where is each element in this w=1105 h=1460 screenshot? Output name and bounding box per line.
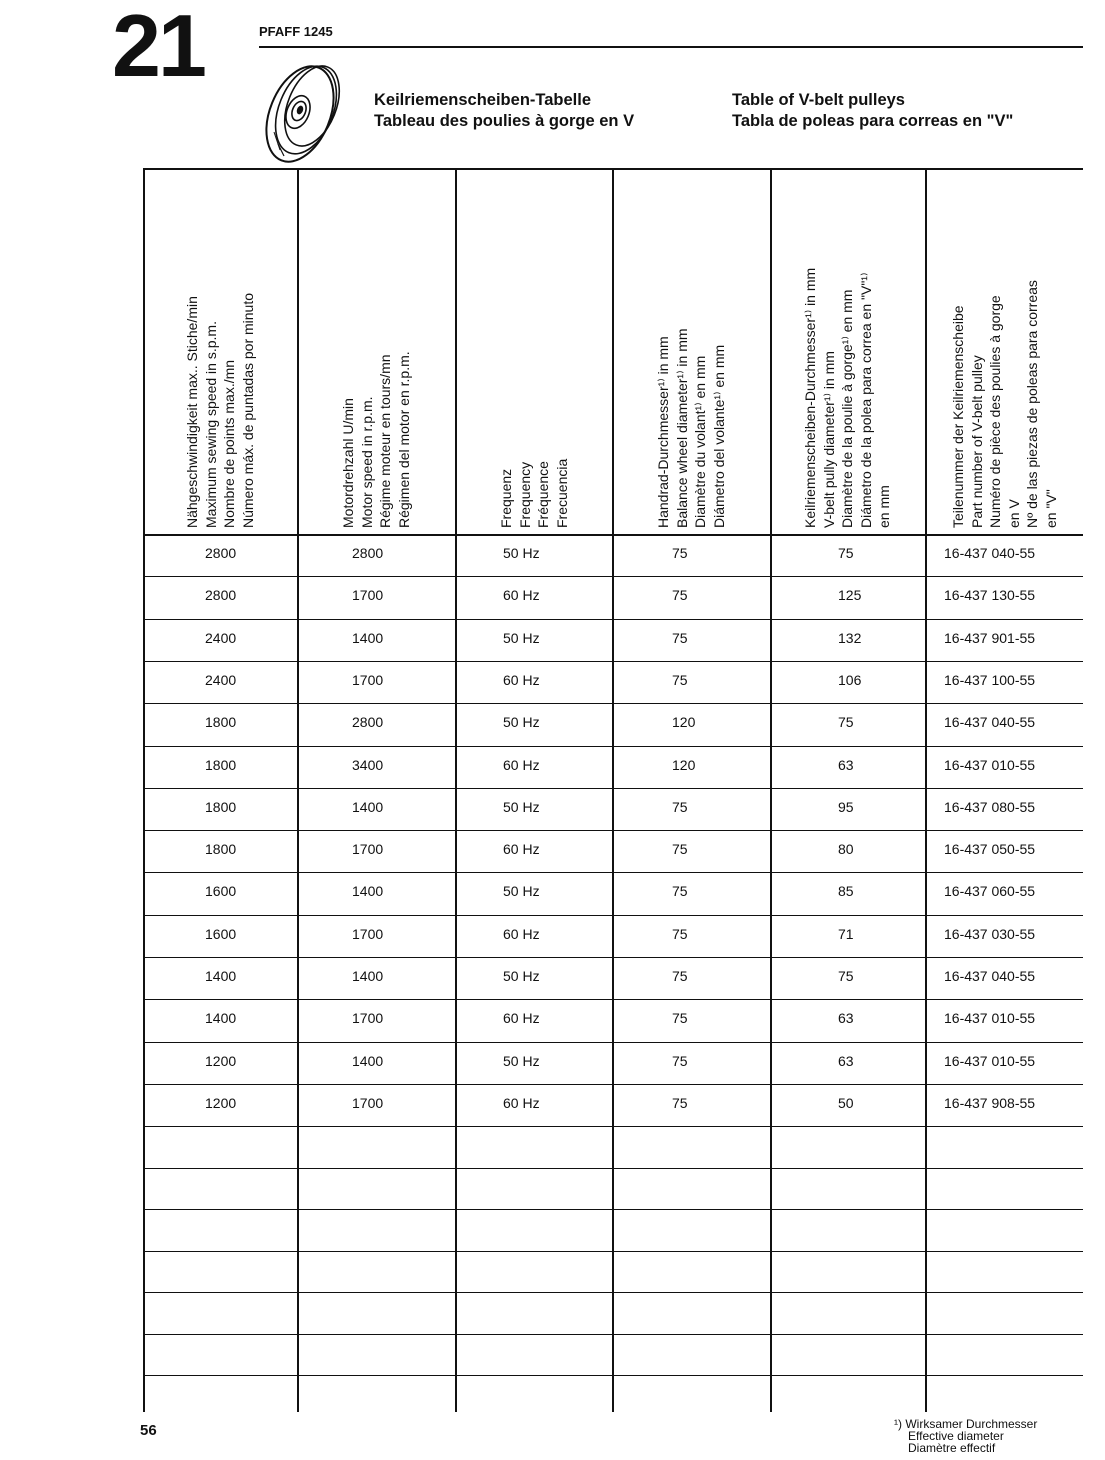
header-line: Teilenummer der Keilriemenscheibe	[949, 305, 966, 528]
title-french: Tableau des poulies à gorge en V	[374, 112, 635, 130]
table-cell: 16-437 010-55	[944, 756, 1036, 773]
table-cell: 63	[838, 756, 854, 773]
table-cell: 75	[838, 714, 854, 731]
title-spanish: Tabla de poleas para correas en "V"	[732, 112, 1014, 130]
table-cell: 75	[672, 1052, 688, 1069]
row-divider	[143, 915, 1083, 916]
table-cell: 50 Hz	[503, 968, 540, 984]
table-cell: 1800	[205, 714, 237, 731]
column-header-label	[801, 268, 894, 528]
header-line: Balance wheel diameter¹⁾ in mm	[673, 328, 690, 528]
table-cell: 71	[838, 925, 854, 942]
table-cell: 60 Hz	[503, 756, 540, 773]
header-line: Diamètre de la poulie à gorge¹⁾ en mm	[839, 289, 856, 528]
table-cell: 85	[838, 883, 854, 900]
title-english: Table of V-belt pulleys	[732, 91, 905, 109]
table-cell: 125	[838, 587, 862, 604]
table-cell: 60 Hz	[503, 1094, 540, 1111]
table-cell: 1800	[205, 798, 237, 815]
table-cell: 50 Hz	[503, 1052, 540, 1069]
header-line: V-belt pully diameter¹⁾ in mm	[820, 351, 837, 528]
header-line: Frecuencia	[553, 458, 569, 528]
header-line: Keilriemenscheiben-Durchmesser¹⁾ in mm	[802, 267, 819, 528]
header-line: en V	[1005, 499, 1021, 528]
header-line: Nähgeschwindigkeit max.. Stiche/min	[184, 296, 200, 528]
table-cell: 2400	[205, 629, 237, 646]
table-cell: 50 Hz	[503, 798, 540, 815]
row-divider	[143, 1168, 1083, 1169]
header-line: Diamètre du volant¹⁾ en mm	[692, 355, 708, 528]
table-cell: 1400	[352, 629, 384, 646]
table-cell: 1700	[352, 1010, 384, 1027]
table-cell: 16-437 040-55	[944, 545, 1036, 561]
row-divider	[143, 661, 1083, 662]
header-line: Frequency	[516, 461, 532, 528]
table-cell: 16-437 030-55	[944, 925, 1036, 942]
row-divider	[143, 1334, 1083, 1335]
table-cell: 132	[838, 629, 862, 646]
column-header-5	[770, 172, 925, 534]
row-divider	[143, 957, 1083, 958]
table-cell: 16-437 080-55	[944, 798, 1036, 815]
table-cell: 1800	[205, 756, 237, 773]
row-divider	[143, 1251, 1083, 1252]
column-header-2	[297, 172, 455, 534]
header-line: Fréquence	[534, 461, 551, 528]
header-line: Régimen del motor en r.p.m.	[395, 351, 412, 528]
row-divider	[143, 872, 1083, 873]
footnote-text: Diamètre effectif	[908, 1441, 996, 1455]
footnote-line	[908, 1442, 995, 1454]
table-cell: 1700	[352, 671, 384, 688]
row-divider	[143, 999, 1083, 1000]
table-cell: 2800	[205, 545, 237, 561]
table-cell: 75	[672, 841, 688, 858]
table-cell: 63	[838, 1010, 854, 1027]
table-cell: 75	[672, 798, 688, 815]
table-cell: 1700	[352, 587, 384, 604]
table-cell: 60 Hz	[503, 587, 540, 604]
footnote-text: Wirksamer Durchmesser	[905, 1417, 1038, 1431]
table-cell: 95	[838, 798, 854, 815]
table-cell: 1700	[352, 1094, 384, 1111]
table-cell: 1400	[352, 968, 384, 984]
table-cell: 120	[672, 756, 696, 773]
header-bottom-rule	[143, 534, 1083, 536]
table-cell: 16-437 010-55	[944, 1010, 1036, 1027]
table-cell: 50 Hz	[503, 883, 540, 900]
row-divider	[143, 1084, 1083, 1085]
header-line: Motordrehzahl U/min	[340, 398, 356, 528]
table-cell: 1400	[352, 1052, 384, 1069]
header-line: Maximum sewing speed in s.p.m.	[202, 321, 219, 528]
table-cell: 2800	[352, 545, 384, 561]
header-line: Motor speed in r.p.m.	[358, 396, 375, 528]
table-cell: 2800	[205, 587, 237, 604]
table-cell: 16-437 040-55	[944, 968, 1036, 984]
table-cell: 106	[838, 671, 862, 688]
table-cell: 50 Hz	[503, 629, 540, 646]
table-cell: 60 Hz	[503, 671, 540, 688]
column-header-3	[455, 172, 612, 534]
table-cell: 1800	[205, 841, 237, 858]
header-rule	[259, 46, 1083, 48]
table-cell: 75	[672, 1010, 688, 1027]
row-divider	[143, 830, 1083, 831]
column-header-label	[339, 351, 413, 528]
column-header-4	[612, 172, 770, 534]
table-cell: 75	[838, 968, 854, 984]
row-divider	[143, 788, 1083, 789]
table-cell: 50 Hz	[503, 545, 540, 561]
table-cell: 16-437 050-55	[944, 841, 1036, 858]
table-top-rule	[143, 168, 1083, 170]
title-german: Keilriemenscheiben-Tabelle	[374, 91, 592, 109]
header-line: Frequenz	[497, 468, 514, 528]
header-line: Nº de las piezas de poleas para correas	[1023, 280, 1040, 528]
row-divider	[143, 576, 1083, 577]
table-cell: 16-437 130-55	[944, 587, 1036, 604]
row-divider	[143, 1042, 1083, 1043]
footnote-text: Effective diameter	[908, 1429, 1004, 1443]
page-number: 56	[140, 1422, 157, 1439]
table-cell: 75	[672, 968, 688, 984]
header-line: en "V"	[1042, 489, 1058, 528]
row-divider	[143, 746, 1083, 747]
footnote-marker: ¹)	[894, 1417, 906, 1431]
header-line: Part number of V-belt pulley	[968, 355, 984, 528]
column-header-label	[949, 280, 1060, 528]
table-cell: 2800	[352, 714, 384, 731]
table-cell: 2400	[205, 671, 237, 688]
table-cell: 1200	[205, 1052, 237, 1069]
table-cell: 75	[672, 1094, 688, 1111]
header-line: en mm	[876, 485, 893, 528]
row-divider	[143, 1292, 1083, 1293]
table-cell: 50 Hz	[503, 714, 540, 731]
table-cell: 16-437 100-55	[944, 671, 1036, 688]
table-cell: 80	[838, 841, 854, 858]
row-divider	[143, 703, 1083, 704]
column-header-1	[143, 172, 297, 534]
row-divider	[143, 1126, 1083, 1127]
table-cell: 75	[672, 587, 688, 604]
table-cell: 1600	[205, 925, 237, 942]
table-cell: 3400	[352, 756, 384, 773]
table-cell: 75	[672, 545, 688, 561]
header-line: Numéro de pièce des poulies à gorge	[986, 295, 1003, 528]
table-cell: 16-437 040-55	[944, 714, 1036, 731]
header-line: Handrad-Durchmesser¹⁾ in mm	[655, 336, 671, 528]
header-line: Número máx. de puntadas por minuto	[239, 292, 256, 528]
column-header-label	[654, 328, 728, 528]
table-cell: 120	[672, 714, 696, 731]
column-header-label	[183, 293, 257, 528]
column-header-label	[497, 459, 571, 528]
header-line: Régime moteur en tours/mn	[377, 354, 393, 528]
header-line: Diámetro de la polea para correa en "V"¹⁾	[857, 272, 874, 528]
table-cell: 1700	[352, 841, 384, 858]
table-cell: 60 Hz	[503, 1010, 540, 1027]
table-cell: 75	[672, 883, 688, 900]
table-cell: 75	[672, 629, 688, 646]
row-divider	[143, 1375, 1083, 1376]
table-cell: 50	[838, 1094, 854, 1111]
table-cell: 16-437 901-55	[944, 629, 1036, 646]
table-cell: 1400	[205, 1010, 237, 1027]
table-cell: 75	[672, 671, 688, 688]
table-cell: 16-437 060-55	[944, 883, 1036, 900]
header-line: Nombre de points max./mn	[221, 359, 237, 528]
table-cell: 1600	[205, 883, 237, 900]
column-header-6	[925, 172, 1083, 534]
header-line: Diámetro del volante¹⁾ en mm	[710, 344, 727, 528]
row-divider	[143, 1209, 1083, 1210]
table-cell: 1400	[205, 968, 237, 984]
v-belt-pulley-icon	[254, 58, 346, 168]
machine-model: PFAFF 1245	[259, 24, 333, 39]
table-cell: 16-437 010-55	[944, 1052, 1036, 1069]
table-cell: 63	[838, 1052, 854, 1069]
table-cell: 1200	[205, 1094, 237, 1111]
row-divider	[143, 619, 1083, 620]
table-cell: 75	[838, 545, 854, 561]
table-cell: 60 Hz	[503, 841, 540, 858]
table-cell: 75	[672, 925, 688, 942]
table-cell: 1400	[352, 883, 384, 900]
table-cell: 1700	[352, 925, 384, 942]
table-cell: 1400	[352, 798, 384, 815]
table-cell: 60 Hz	[503, 925, 540, 942]
chapter-number: 21	[112, 0, 204, 95]
table-cell: 16-437 908-55	[944, 1094, 1036, 1111]
